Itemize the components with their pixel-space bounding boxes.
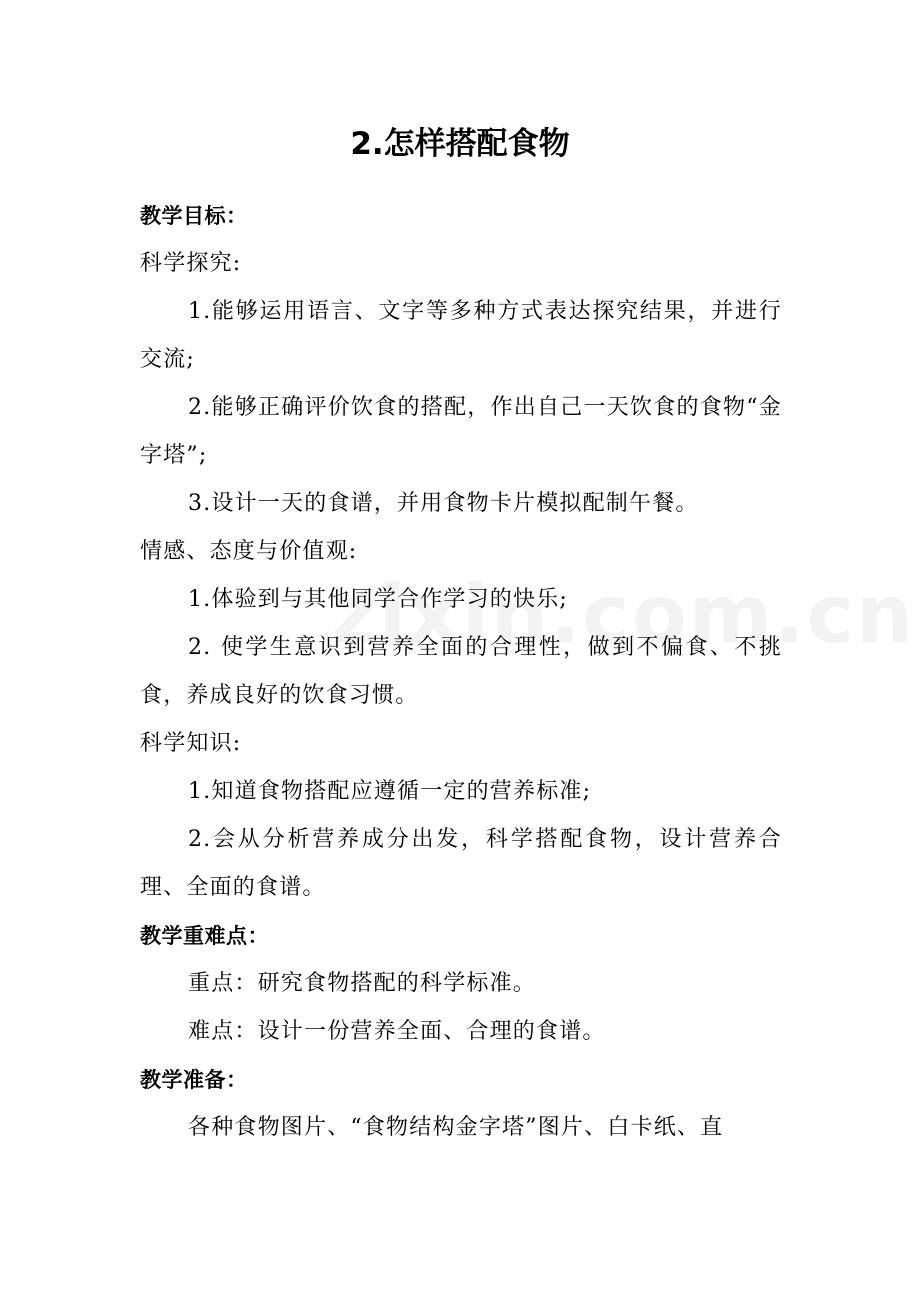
preparation-text: 各种食物图片、“食物结构金字塔”图片、白卡纸、直 <box>188 1115 724 1140</box>
difficult-point: 难点：设计一份营养全面、合理的食谱。 <box>188 1019 606 1044</box>
key-point: 重点：研究食物搭配的科学标准。 <box>188 971 537 996</box>
inquiry-item-2: 2.能够正确评价饮食的搭配，作出自己一天饮食的食物“金字塔”; <box>140 395 782 468</box>
knowledge-heading: 科学知识: <box>140 731 242 756</box>
inquiry-item-3: 3.设计一天的食谱，并用食物卡片模拟配制午餐。 <box>188 491 699 516</box>
keypoints-heading: 教学重难点： <box>140 924 269 948</box>
knowledge-item-2: 2.会从分析营养成分出发，科学搭配食物，设计营养合理、全面的食谱。 <box>140 827 782 900</box>
objectives-heading: 教学目标： <box>140 204 248 228</box>
knowledge-item-1: 1.知道食物搭配应遵循一定的营养标准; <box>188 779 592 804</box>
attitude-item-2: 2. 使学生意识到营养全面的合理性，做到不偏食、不挑食，养成良好的饮食习惯。 <box>140 635 782 708</box>
attitude-item-1: 1.体验到与其他同学合作学习的快乐; <box>188 587 569 612</box>
inquiry-heading: 科学探究: <box>140 251 242 276</box>
inquiry-item-1: 1.能够运用语言、文字等多种方式表达探究结果，并进行交流; <box>140 299 782 372</box>
document-title: 2.怎样搭配食物 <box>350 126 570 162</box>
preparation-heading: 教学准备： <box>140 1068 248 1092</box>
attitude-heading: 情感、态度与价值观: <box>140 539 358 564</box>
document-body <box>140 192 782 1152</box>
